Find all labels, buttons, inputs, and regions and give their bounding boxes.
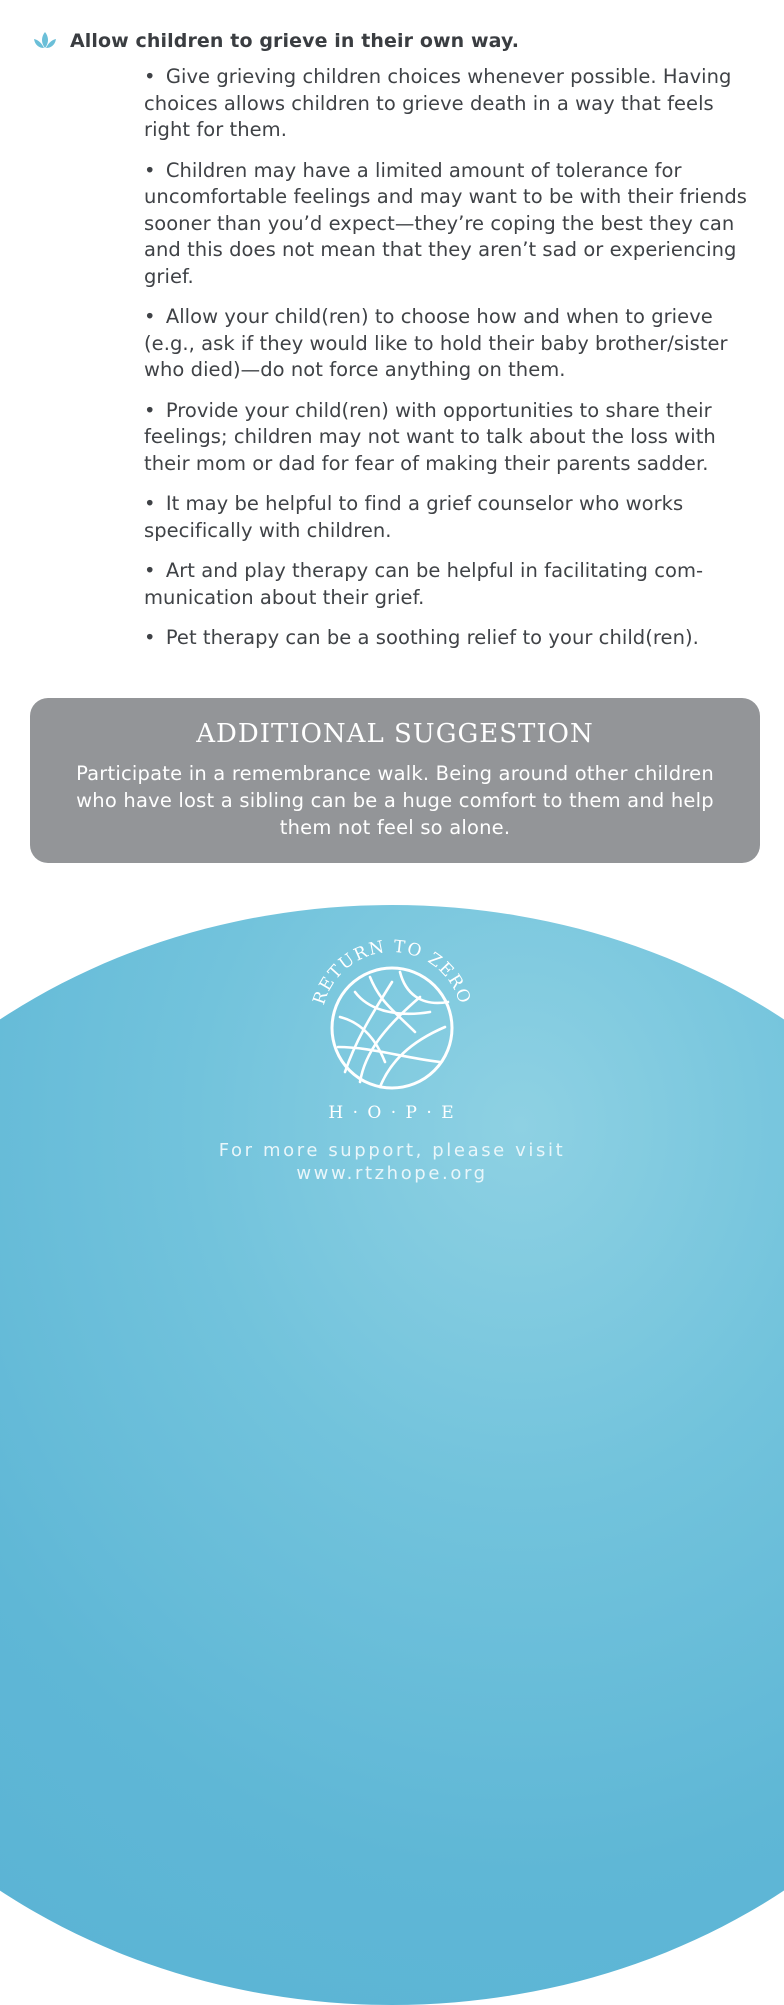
bullet-dot: • <box>144 492 156 515</box>
list-item-text: Children may have a limited amount of tolerance for uncomfortable feelings and may want to be with their friends sooner than you’d expect—they’re coping the best they can and this does not mean that they aren’t sad or experiencing grief. <box>144 158 747 288</box>
bullet-dot: • <box>144 398 156 422</box>
list-item <box>144 64 766 144</box>
additional-suggestion-box <box>30 698 760 863</box>
bullet-dot: • <box>144 559 156 582</box>
bullet-dot: • <box>144 305 156 328</box>
list-item <box>144 158 766 291</box>
lotus-icon <box>32 30 58 52</box>
logo-top-text: RETURN TO ZERO <box>309 936 475 1008</box>
list-item-text: It may be helpful to find a grief counselor who works specifically with children. <box>144 492 684 542</box>
list-item <box>144 398 766 478</box>
list-item-text: Provide your child(ren) with opportunities to share their feelings; children may not want to talk about the loss with their mom or dad for fear of making their parents sadder. <box>144 398 716 475</box>
logo-bottom-text: H · O · P · E <box>328 1103 456 1123</box>
list-item <box>144 625 766 652</box>
list-item-text: Art and play therapy can be helpful in facilitating com-munication about their grief. <box>144 559 704 609</box>
bullet-dot: • <box>144 626 156 649</box>
footer-website-link[interactable]: www.rtzhope.org <box>296 1163 488 1184</box>
list-item <box>144 558 766 611</box>
list-item <box>144 491 766 544</box>
svg-text:RETURN TO ZERO <box>309 937 474 1007</box>
suggestion-body: Participate in a remembrance walk. Being around other children who have lost a sibling can be a huge comfort to them and help them not feel so alone. <box>76 762 714 839</box>
suggestion-title: ADDITIONAL SUGGESTION <box>196 719 594 749</box>
section-heading-text: Allow children to grieve in their own way. <box>70 30 520 52</box>
section-heading <box>32 30 519 52</box>
rtz-hope-logo <box>300 922 484 1124</box>
list-item-text: Allow your child(ren) to choose how and when to grieve (e.g., ask if they would like to hold their baby brother/sister who died)—do not force anything on them. <box>144 305 728 381</box>
list-item <box>144 304 766 384</box>
list-item-text: Pet therapy can be a soothing relief to your child(ren). <box>165 626 699 649</box>
bullet-dot: • <box>144 158 156 182</box>
bullet-dot: • <box>144 65 156 88</box>
footer-support-text: For more support, please visit <box>218 1140 566 1161</box>
list-item-text: Give grieving children choices whenever possible. Having choices allows children to grieve death in a way that feels right for them. <box>144 65 732 141</box>
bullet-list <box>144 64 766 666</box>
